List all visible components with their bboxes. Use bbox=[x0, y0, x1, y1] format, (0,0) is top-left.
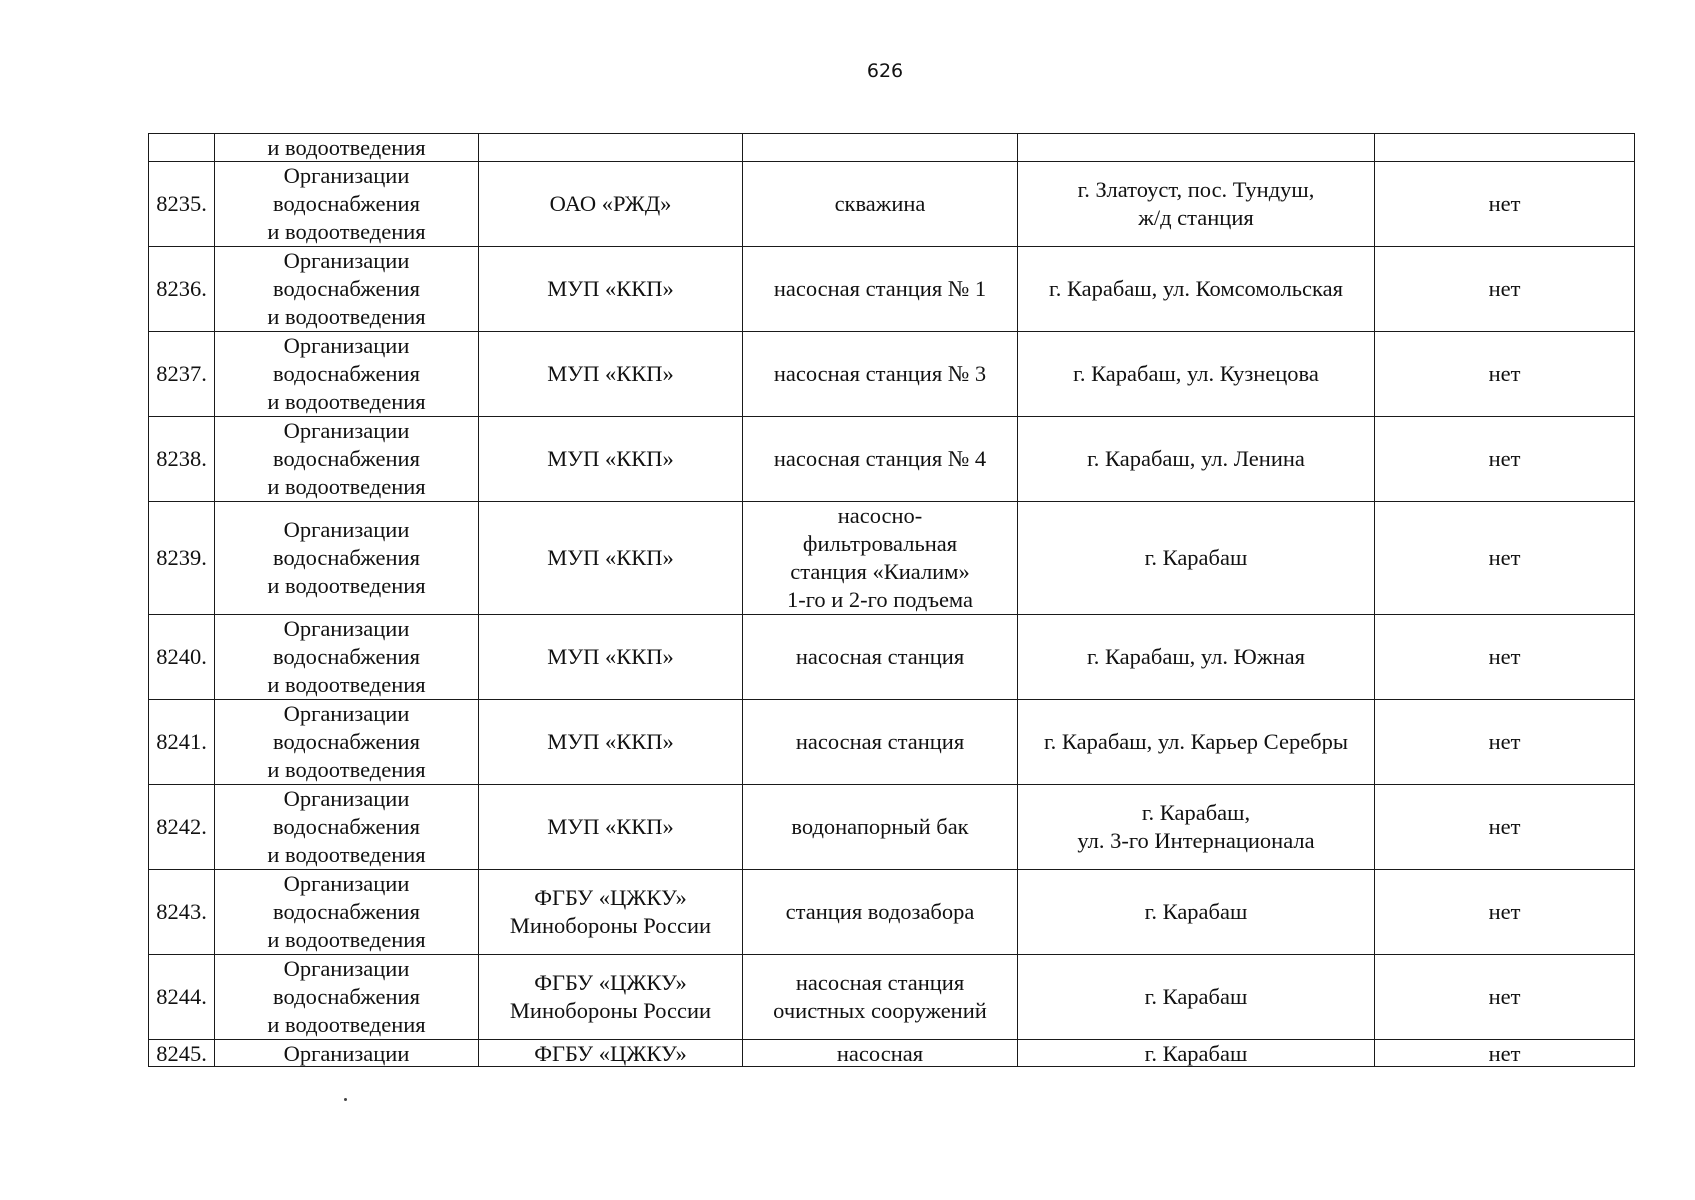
row-number-cell: 8241. bbox=[149, 700, 215, 785]
row-number-cell bbox=[149, 134, 215, 162]
table-row bbox=[149, 332, 1635, 417]
row-number-cell: 8242. bbox=[149, 785, 215, 870]
org-type-cell: Организации водоснабжения и водоотведения bbox=[215, 870, 479, 955]
object-cell: насосная станция № 4 bbox=[743, 417, 1018, 502]
address-cell: г. Карабаш, ул. Кузнецова bbox=[1018, 332, 1375, 417]
row-number-cell: 8243. bbox=[149, 870, 215, 955]
organization-cell: ФГБУ «ЦЖКУ» Минобороны России bbox=[479, 955, 743, 1040]
row-number-cell: 8238. bbox=[149, 417, 215, 502]
row-number-cell: 8237. bbox=[149, 332, 215, 417]
org-type-cell: Организации водоснабжения и водоотведения bbox=[215, 162, 479, 247]
table-row bbox=[149, 162, 1635, 247]
object-cell: насосная станция очистных сооружений bbox=[743, 955, 1018, 1040]
org-type-cell: Организации водоснабжения и водоотведения bbox=[215, 955, 479, 1040]
status-cell: нет bbox=[1375, 700, 1635, 785]
row-number-cell: 8240. bbox=[149, 615, 215, 700]
address-cell: г. Карабаш bbox=[1018, 955, 1375, 1040]
status-cell: нет bbox=[1375, 417, 1635, 502]
object-cell: скважина bbox=[743, 162, 1018, 247]
org-type-cell: Организации водоснабжения и водоотведения bbox=[215, 700, 479, 785]
table-row bbox=[149, 615, 1635, 700]
org-type-cell: Организации bbox=[215, 1040, 479, 1067]
table-row bbox=[149, 502, 1635, 615]
org-type-cell: Организации водоснабжения и водоотведения bbox=[215, 615, 479, 700]
organization-cell: ОАО «РЖД» bbox=[479, 162, 743, 247]
object-cell: насосная bbox=[743, 1040, 1018, 1067]
organization-cell: ФГБУ «ЦЖКУ» bbox=[479, 1040, 743, 1067]
status-cell: нет bbox=[1375, 332, 1635, 417]
status-cell: нет bbox=[1375, 247, 1635, 332]
object-cell: насосно- фильтровальная станция «Киалим» 1-го и 2-го подъема bbox=[743, 502, 1018, 615]
status-cell: нет bbox=[1375, 502, 1635, 615]
address-cell bbox=[1018, 134, 1375, 162]
organization-cell: МУП «ККП» bbox=[479, 785, 743, 870]
scan-speck bbox=[344, 1098, 347, 1101]
address-cell: г. Карабаш bbox=[1018, 502, 1375, 615]
status-cell: нет bbox=[1375, 615, 1635, 700]
address-cell: г. Карабаш bbox=[1018, 870, 1375, 955]
object-cell: водонапорный бак bbox=[743, 785, 1018, 870]
org-type-cell: Организации водоснабжения и водоотведения bbox=[215, 332, 479, 417]
organization-cell: МУП «ККП» bbox=[479, 615, 743, 700]
org-type-cell: и водоотведения bbox=[215, 134, 479, 162]
table-row bbox=[149, 870, 1635, 955]
object-cell bbox=[743, 134, 1018, 162]
object-cell: насосная станция № 3 bbox=[743, 332, 1018, 417]
row-number-cell: 8235. bbox=[149, 162, 215, 247]
status-cell: нет bbox=[1375, 870, 1635, 955]
table-row bbox=[149, 417, 1635, 502]
registry-table bbox=[148, 133, 1635, 1067]
object-cell: насосная станция bbox=[743, 700, 1018, 785]
object-cell: насосная станция bbox=[743, 615, 1018, 700]
table-row bbox=[149, 785, 1635, 870]
address-cell: г. Карабаш, ул. Комсомольская bbox=[1018, 247, 1375, 332]
object-cell: насосная станция № 1 bbox=[743, 247, 1018, 332]
status-cell: нет bbox=[1375, 955, 1635, 1040]
org-type-cell: Организации водоснабжения и водоотведения bbox=[215, 785, 479, 870]
row-number-cell: 8236. bbox=[149, 247, 215, 332]
organization-cell: ФГБУ «ЦЖКУ» Минобороны России bbox=[479, 870, 743, 955]
address-cell: г. Карабаш, ул. Ленина bbox=[1018, 417, 1375, 502]
org-type-cell: Организации водоснабжения и водоотведения bbox=[215, 247, 479, 332]
page-number: 626 bbox=[866, 60, 904, 82]
address-cell: г. Златоуст, пос. Тундуш, ж/д станция bbox=[1018, 162, 1375, 247]
org-type-cell: Организации водоснабжения и водоотведения bbox=[215, 417, 479, 502]
organization-cell bbox=[479, 134, 743, 162]
table-row bbox=[149, 247, 1635, 332]
status-cell bbox=[1375, 134, 1635, 162]
table-row bbox=[149, 700, 1635, 785]
org-type-cell: Организации водоснабжения и водоотведения bbox=[215, 502, 479, 615]
status-cell: нет bbox=[1375, 785, 1635, 870]
row-number-cell: 8239. bbox=[149, 502, 215, 615]
table-row bbox=[149, 955, 1635, 1040]
address-cell: г. Карабаш, ул. 3-го Интернационала bbox=[1018, 785, 1375, 870]
status-cell: нет bbox=[1375, 162, 1635, 247]
organization-cell: МУП «ККП» bbox=[479, 417, 743, 502]
organization-cell: МУП «ККП» bbox=[479, 332, 743, 417]
address-cell: г. Карабаш, ул. Южная bbox=[1018, 615, 1375, 700]
object-cell: станция водозабора bbox=[743, 870, 1018, 955]
status-cell: нет bbox=[1375, 1040, 1635, 1067]
address-cell: г. Карабаш, ул. Карьер Серебры bbox=[1018, 700, 1375, 785]
organization-cell: МУП «ККП» bbox=[479, 502, 743, 615]
row-number-cell: 8244. bbox=[149, 955, 215, 1040]
address-cell: г. Карабаш bbox=[1018, 1040, 1375, 1067]
organization-cell: МУП «ККП» bbox=[479, 700, 743, 785]
row-number-cell: 8245. bbox=[149, 1040, 215, 1067]
table-row bbox=[149, 134, 1635, 162]
table-row bbox=[149, 1040, 1635, 1067]
organization-cell: МУП «ККП» bbox=[479, 247, 743, 332]
